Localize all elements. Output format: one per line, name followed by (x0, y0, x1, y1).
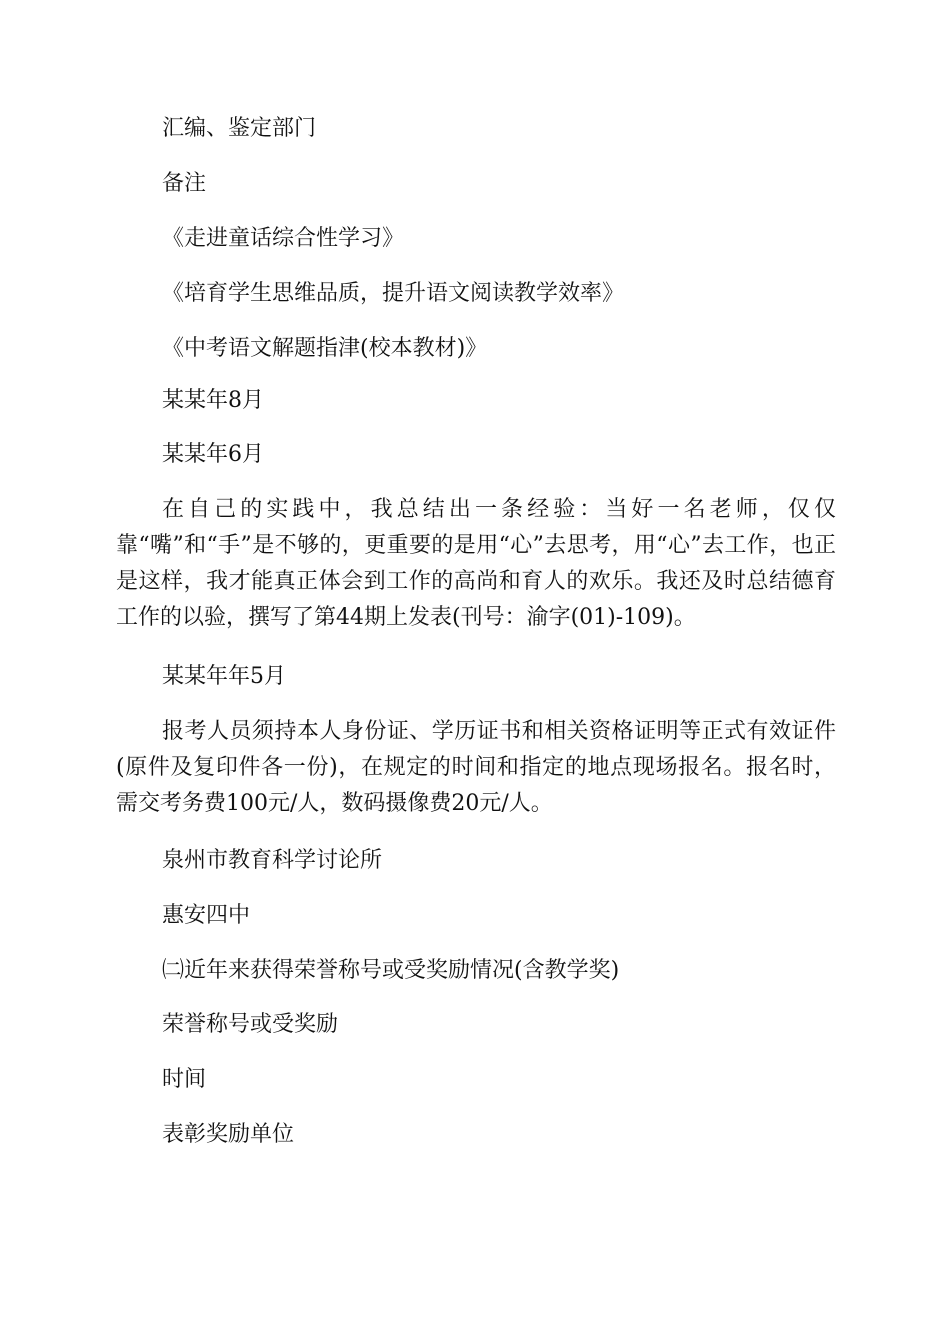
text-line-honor-title: 荣誉称号或受奖励 (162, 1012, 339, 1037)
text-line-date-2: 某某年6月 (162, 442, 264, 467)
text-line-remarks: 备注 (162, 171, 207, 196)
text-line-title-1: 《走进童话综合性学习》 (162, 226, 405, 251)
text-line-title-3: 《中考语文解题指津(校本教材)》 (162, 336, 488, 361)
text-line-time: 时间 (162, 1067, 207, 1092)
paragraph-registration: 报考人员须持本人身份证、学历证书和相关资格证明等正式有效证件(原件及复印件各一份)，在规定的时间和指定的地点现场报名。报名时，需交考务费100元/人，数码摄像费20元/人。 (116, 719, 836, 816)
text-line-honors-heading: ㈡近年来获得荣誉称号或受奖励情况(含教学奖) (162, 958, 620, 983)
text-line-date-1: 某某年8月 (162, 388, 264, 413)
text-line-institute: 泉州市教育科学讨论所 (162, 848, 383, 873)
text-line-school: 惠安四中 (162, 903, 251, 928)
paragraph-experience: 在自己的实践中，我总结出一条经验：当好一名老师，仅仅靠“嘴”和“手”是不够的，更重要的是用“心”去思考，用“心”去工作，也正是这样，我才能真正体会到工作的高尚和育人的欢乐。我还及时总结德育工作的以验，撰写了第44期上发表(刊号：渝字(01)-109)。 (116, 497, 836, 630)
text-line-compile-dept: 汇编、鉴定部门 (162, 116, 317, 141)
text-line-date-3: 某某年年5月 (162, 664, 286, 689)
text-line-title-2: 《培育学生思维品质，提升语文阅读教学效率》 (162, 281, 625, 306)
text-line-award-unit: 表彰奖励单位 (162, 1122, 295, 1147)
